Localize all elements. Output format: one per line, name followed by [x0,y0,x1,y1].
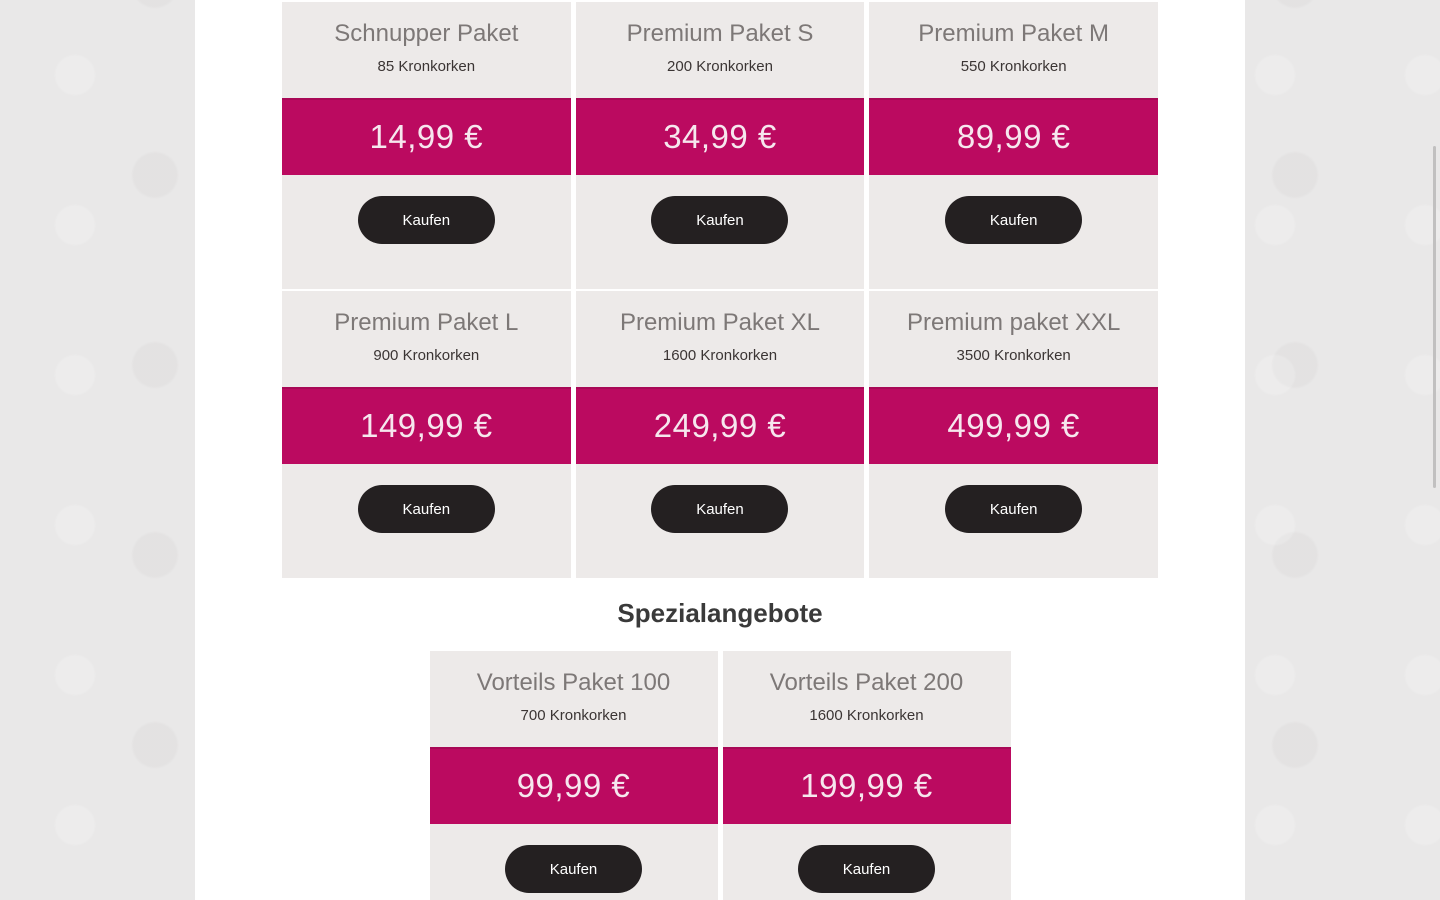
package-price-band [576,387,865,464]
package-price-band [282,98,571,175]
package-card [282,2,571,289]
kaufen-button[interactable]: Kaufen [651,196,788,244]
package-card [576,291,865,578]
package-price: 34,99 € [663,117,777,155]
package-card-header [576,291,865,387]
kaufen-button[interactable]: Kaufen [651,485,788,533]
package-price: 249,99 € [653,406,787,444]
package-title: Premium Paket L [334,309,519,336]
package-kronkorken-count: 3500 Kronkorken [956,347,1071,364]
scrollbar-thumb[interactable] [1433,146,1436,488]
package-card-header [282,291,571,387]
special-offers-grid [282,651,1158,900]
package-card [430,651,718,900]
package-price-band [723,747,1011,824]
kaufen-button[interactable]: Kaufen [358,196,495,244]
package-kronkorken-count: 900 Kronkorken [373,347,480,364]
package-kronkorken-count: 85 Kronkorken [377,58,476,75]
special-offers-heading: Spezialangebote [617,598,823,628]
package-price: 499,99 € [947,406,1080,444]
package-title: Vorteils Paket 100 [476,669,671,696]
package-card-header [723,651,1011,747]
package-card [576,2,865,289]
package-price-band [282,387,571,464]
kaufen-button[interactable]: Kaufen [505,845,642,893]
package-title: Premium Paket M [918,20,1110,47]
kaufen-button[interactable]: Kaufen [945,196,1082,244]
package-kronkorken-count: 1600 Kronkorken [809,707,924,724]
package-card-header [869,2,1158,98]
package-price-band [869,387,1158,464]
packages-grid [282,2,1158,578]
package-card-header [430,651,718,747]
package-title: Vorteils Paket 200 [769,669,964,696]
package-kronkorken-count: 550 Kronkorken [960,58,1067,75]
package-price-band [430,747,718,824]
package-title: Schnupper Paket [334,20,519,47]
pricing-content [282,0,1158,900]
package-kronkorken-count: 700 Kronkorken [520,707,627,724]
package-card-header [869,291,1158,387]
package-card-header [282,2,571,98]
package-title: Premium paket XXL [906,309,1121,336]
package-card-header [576,2,865,98]
package-price: 149,99 € [360,406,493,444]
package-title: Premium Paket S [626,20,814,47]
kaufen-button[interactable]: Kaufen [358,485,495,533]
package-kronkorken-count: 1600 Kronkorken [662,347,778,364]
package-price: 89,99 € [956,117,1071,155]
kaufen-button[interactable]: Kaufen [945,485,1082,533]
content-panel [195,0,1245,900]
package-price-band [576,98,865,175]
package-price: 199,99 € [800,766,933,804]
package-card [723,651,1011,900]
package-card [869,2,1158,289]
package-price: 99,99 € [516,766,631,804]
package-kronkorken-count: 200 Kronkorken [667,58,773,75]
kaufen-button[interactable]: Kaufen [798,845,935,893]
package-title: Premium Paket XL [619,309,821,336]
package-price-band [869,98,1158,175]
package-price: 14,99 € [369,117,484,155]
package-card [282,291,571,578]
package-card [869,291,1158,578]
